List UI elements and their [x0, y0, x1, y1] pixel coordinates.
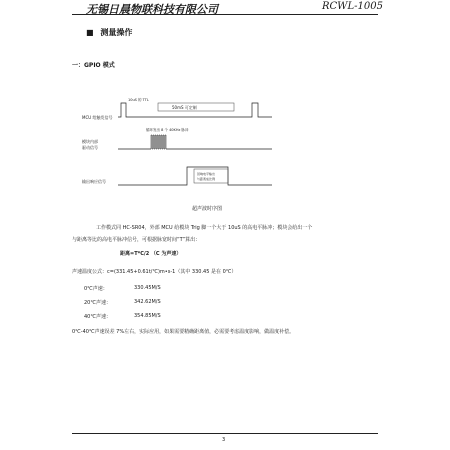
- mcu-trigger-label: MCU 给触发信号: [82, 115, 113, 120]
- paragraph-1-line-1: 工作模式同 HC-SR04，外部 MCU 给模块 Trig 脚一个大于 10uS 的高电平脉冲；模块会给出一个: [96, 225, 313, 231]
- distance-formula: 距离=T*C/2 （C 为声速）: [120, 251, 182, 257]
- output-echo-label: 输出响应信号: [82, 179, 106, 184]
- pulse-width-label: 10uS 的 TTL: [128, 98, 149, 102]
- delay-label: 50mS 可定制: [172, 105, 197, 110]
- speed-temp-0: 0℃声速：: [84, 286, 108, 292]
- echo-label-2: 与距离成比例: [197, 177, 216, 181]
- speed-value-20: 342.62M/S: [134, 299, 161, 305]
- internal-drive-label-1: 模块内部: [82, 139, 98, 144]
- speed-value-0: 330.45M/S: [134, 285, 161, 291]
- company-name: 无锡日晨物联科技有限公司: [86, 3, 218, 16]
- speed-value-40: 354.85M/S: [134, 313, 161, 319]
- subsection-title: 一：GPIO 模式: [72, 62, 115, 69]
- internal-drive-pulses: [151, 135, 166, 149]
- section-bullet: ■: [86, 28, 94, 37]
- speed-temp-40: 40℃声速：: [84, 314, 111, 320]
- speed-formula: 声速温度公式：c=(331.45+0.61t/℃)m•s-1（其中 330.45 是在 0℃）: [72, 269, 237, 275]
- footer-rule: [72, 433, 378, 434]
- speed-temp-20: 20℃声速：: [84, 300, 111, 306]
- page-number: 3: [222, 437, 226, 443]
- burst-label: 循环发出 8 个 40KHz 脉冲: [146, 128, 189, 132]
- echo-label-1: 回响电平输出: [197, 172, 216, 176]
- output-echo-waveform: [118, 167, 272, 185]
- header-rule: [72, 14, 378, 15]
- temperature-note: 0℃-40℃声速误差 7%左右，实际应用，如果需要精确距离值，必需要考虑温度影响，做温度补偿。: [72, 329, 295, 335]
- timing-diagram: [80, 95, 280, 205]
- internal-drive-label-2: 驱动信号: [82, 145, 98, 150]
- model-number: RCWL-1005: [322, 1, 383, 12]
- section-title: 测量操作: [100, 28, 133, 37]
- section-heading: [86, 27, 132, 38]
- diagram-caption: 超声波时序图: [192, 206, 223, 212]
- paragraph-1-line-2: 与距离等比的高电平脉冲信号，可根据脉宽时间“T”算出：: [72, 237, 201, 243]
